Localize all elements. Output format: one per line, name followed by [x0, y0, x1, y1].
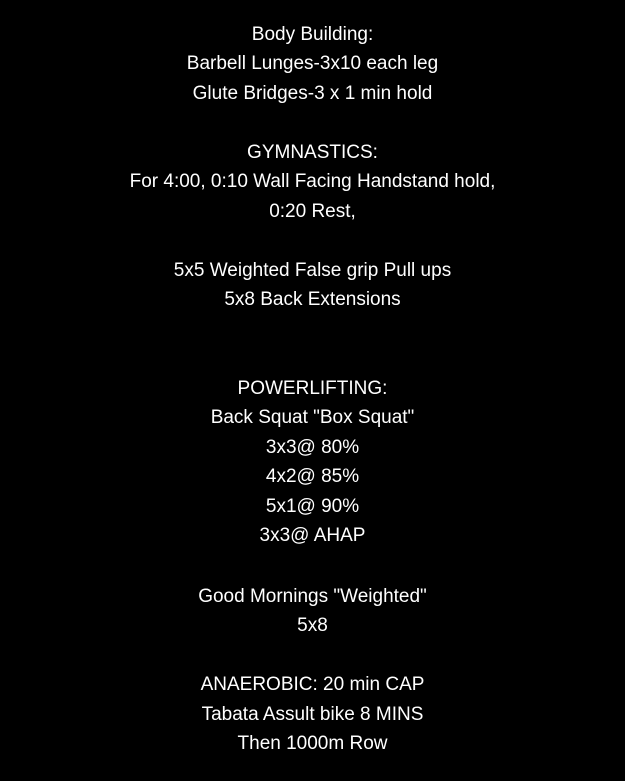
workout-line: 5x5 Weighted False grip Pull ups — [173, 260, 452, 281]
workout-line: Then 1000m Row — [237, 733, 388, 754]
workout-line: For 4:00, 0:10 Wall Facing Handstand hold, — [129, 171, 496, 192]
workout-line: Good Mornings "Weighted" — [198, 586, 427, 607]
workout-line: 3x3@ 80% — [265, 437, 360, 458]
workout-line: 5x1@ 90% — [265, 496, 360, 517]
workout-line: 4x2@ 85% — [265, 466, 360, 487]
body-building-heading: Body Building: — [251, 24, 374, 45]
workout-line: 3x3@ AHAP — [259, 525, 366, 546]
workout-line: Back Squat "Box Squat" — [210, 407, 415, 428]
workout-line: Tabata Assult bike 8 MINS — [201, 704, 424, 725]
anaerobic-heading: ANAEROBIC: 20 min CAP — [200, 674, 425, 695]
workout-line: Barbell Lunges-3x10 each leg — [186, 53, 439, 74]
workout-line: 0:20 Rest, — [269, 201, 356, 222]
workout-line: Glute Bridges-3 x 1 min hold — [192, 83, 433, 104]
workout-line: 5x8 Back Extensions — [224, 289, 401, 310]
workout-line: 5x8 — [297, 615, 328, 636]
powerlifting-heading: POWERLIFTING: — [237, 378, 388, 399]
gymnastics-heading: GYMNASTICS: — [247, 142, 378, 163]
